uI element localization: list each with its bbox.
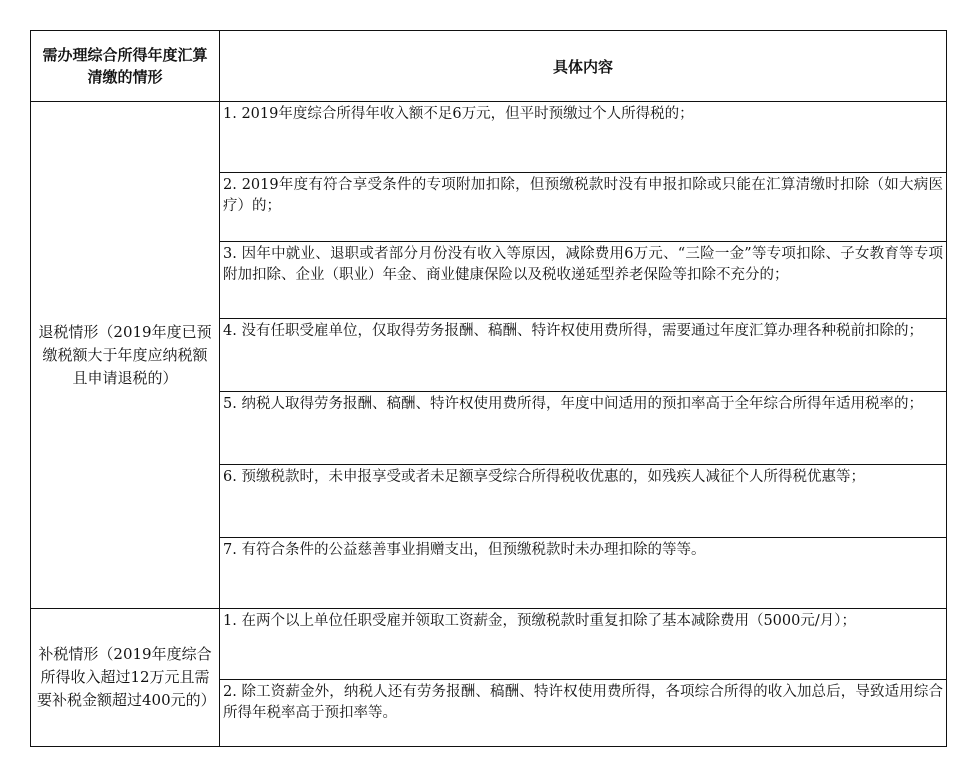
refund-item-6: 6. 预缴税款时，未申报享受或者未足额享受综合所得税收优惠的，如残疾人减征个人所得税优惠等； — [220, 465, 947, 538]
table-row — [31, 102, 947, 173]
header-situation: 需办理综合所得年度汇算清缴的情形 — [31, 31, 220, 102]
table-row — [31, 609, 947, 680]
supplement-item-2: 2. 除工资薪金外，纳税人还有劳务报酬、稿酬、特许权使用费所得，各项综合所得的收入加总后，导致适用综合所得年税率高于预扣率等。 — [220, 680, 947, 747]
table-header-row — [31, 31, 947, 102]
refund-item-5: 5. 纳税人取得劳务报酬、稿酬、特许权使用费所得，年度中间适用的预扣率高于全年综合所得年适用税率的； — [220, 392, 947, 465]
refund-item-7: 7. 有符合条件的公益慈善事业捐赠支出，但预缴税款时未办理扣除的等等。 — [220, 538, 947, 609]
refund-item-2: 2. 2019年度有符合享受条件的专项附加扣除，但预缴税款时没有申报扣除或只能在汇算清缴时扣除（如大病医疗）的； — [220, 173, 947, 242]
refund-item-3: 3. 因年中就业、退职或者部分月份没有收入等原因，减除费用6万元、“三险一金”等专项扣除、子女教育等专项附加扣除、企业（职业）年金、商业健康保险以及税收递延型养老保险等扣除不充分的； — [220, 242, 947, 319]
tax-situations-table — [30, 30, 947, 747]
category-refund: 退税情形（2019年度已预缴税额大于年度应纳税额且申请退税的） — [31, 102, 220, 609]
supplement-item-1: 1. 在两个以上单位任职受雇并领取工资薪金，预缴税款时重复扣除了基本减除费用（5000元/月）； — [220, 609, 947, 680]
refund-item-4: 4. 没有任职受雇单位，仅取得劳务报酬、稿酬、特许权使用费所得，需要通过年度汇算办理各种税前扣除的； — [220, 319, 947, 392]
category-supplement: 补税情形（2019年度综合所得收入超过12万元且需要补税金额超过400元的） — [31, 609, 220, 747]
header-content: 具体内容 — [220, 31, 947, 102]
refund-item-1: 1. 2019年度综合所得年收入额不足6万元，但平时预缴过个人所得税的； — [220, 102, 947, 173]
